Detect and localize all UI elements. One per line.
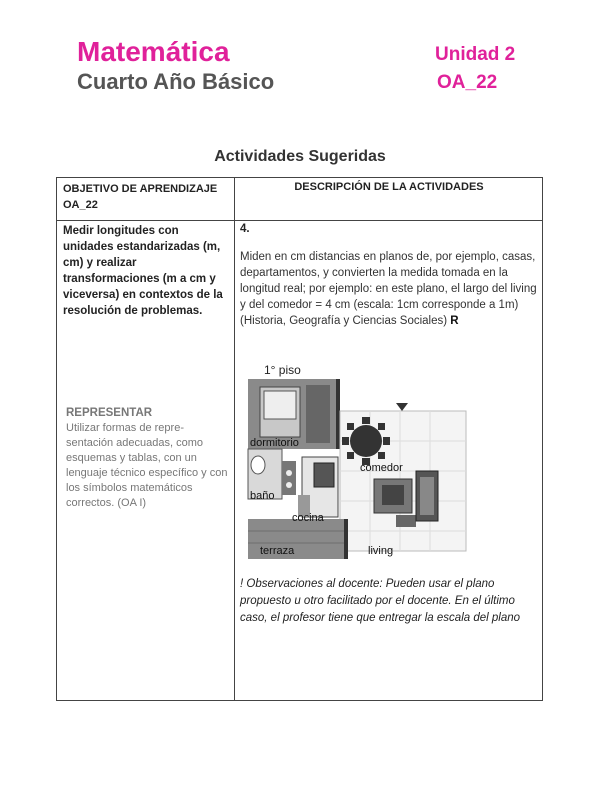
description-text: Miden en cm distancias en planos de, por ejemplo, casas, departamentos, y convierten la medida tomada en la longitud real; por ejemplo: en este plano, el largo del living y del comedor = 4 cm (escala: 1cm corresponde a 1m) (Historia, Geografía y Ciencias Sociales): [240, 251, 537, 327]
description-tag: R: [450, 315, 459, 327]
grade-subtitle: Cuarto Año Básico: [77, 69, 275, 94]
skill-box: [66, 406, 231, 511]
floor-label: 1° piso: [264, 363, 301, 377]
activity-number: 4.: [240, 223, 250, 235]
header-divider: [57, 220, 542, 221]
room-label-bano: baño: [250, 490, 275, 502]
oa-label: OA_22: [437, 72, 498, 93]
skill-title: REPRESENTAR: [66, 407, 153, 419]
column-divider: [234, 178, 235, 700]
room-label-dormitorio: dormitorio: [250, 437, 299, 449]
subject-title: Matemática: [77, 36, 230, 67]
description-column-header: DESCRIPCIÓN DE LA ACTIVIDADES: [294, 181, 484, 193]
skill-text: Utilizar formas de repre-sentación adecuadas, como esquemas y tablas, con un lenguaje técnico específico y con los símbolos matemáticos correctos. (OA I): [66, 422, 228, 509]
activities-table: [56, 177, 543, 701]
section-title: Actividades Sugeridas: [214, 148, 386, 165]
objective-text: Medir longitudes con unidades estandarizadas (m, cm) y realizar transformaciones (m a cm y viceversa) en contextos de la resolución de problemas.: [63, 225, 223, 317]
floor-plan-image: [246, 361, 478, 561]
unit-label: Unidad 2: [435, 44, 516, 65]
teacher-note: ! Observaciones al docente: Pueden usar el plano propuesto u otro facilitado por el docente. En el último caso, el profesor tiene que entregar la escala del plano: [240, 578, 521, 624]
activity-description: [240, 249, 538, 329]
room-label-living: living: [368, 545, 394, 557]
room-label-terraza: terraza: [260, 545, 295, 557]
room-label-cocina: cocina: [292, 512, 324, 524]
room-label-comedor: comedor: [360, 462, 403, 474]
objective-column-header: OBJETIVO DE APRENDIZAJE OA_22: [63, 183, 218, 211]
